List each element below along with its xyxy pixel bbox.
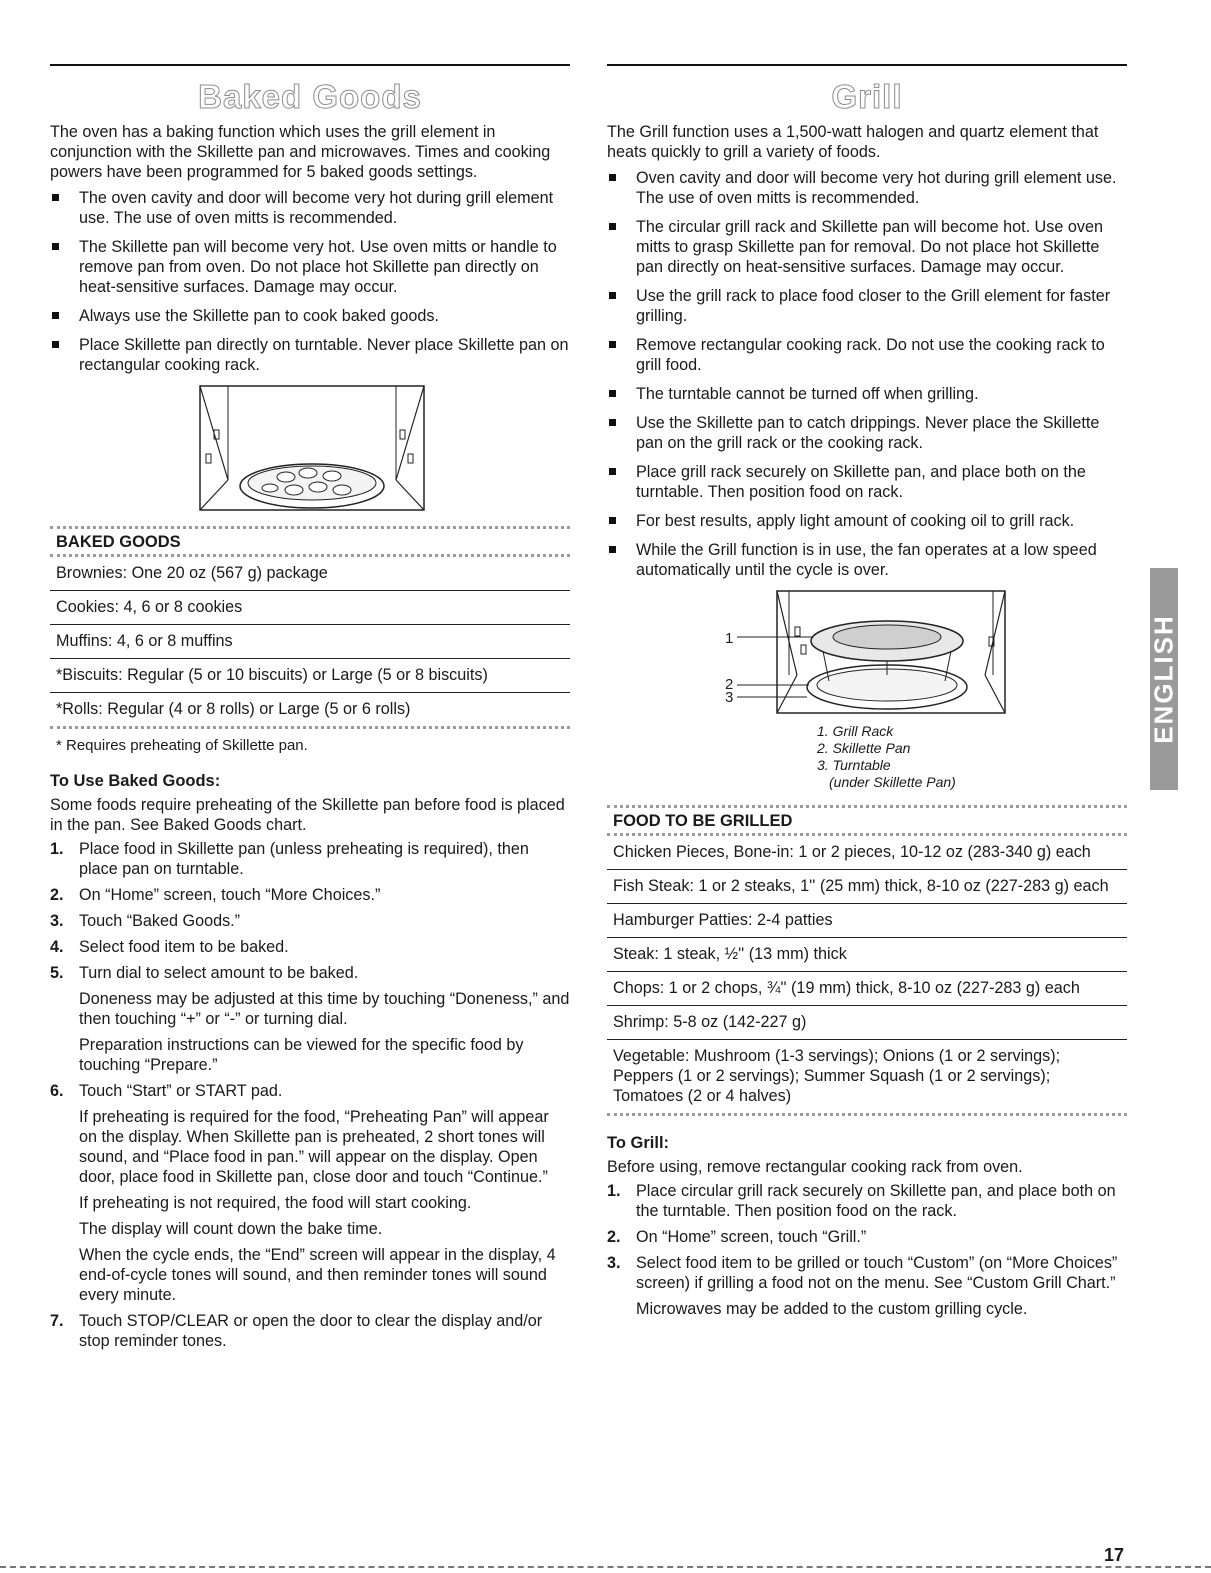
grill-howto-intro: Before using, remove rectangular cooking rack from oven. bbox=[607, 1158, 1023, 1176]
baked-goods-chart bbox=[50, 526, 570, 729]
baked-intro: The oven has a baking function which uses the grill element in conjunction with the Skillette pan and microwaves. Times and cooking powers have been programmed for 5 baked goods settings. bbox=[50, 123, 551, 181]
grill-bullet-list bbox=[607, 168, 1127, 580]
step-text: On “Home” screen, touch “Grill.” bbox=[636, 1228, 867, 1246]
step-item bbox=[607, 1227, 1127, 1247]
chart-row: Vegetable: Mushroom (1-3 servings); Onions (1 or 2 servings); Peppers (1 or 2 servings); Summer Squash (1 or 2 servings); Tomatoes (2 or 4 halves) bbox=[607, 1040, 1127, 1116]
illustration-legend bbox=[817, 723, 1127, 791]
bullet-item: For best results, apply light amount of cooking oil to grill rack. bbox=[607, 511, 1127, 531]
bullet-item: Place grill rack securely on Skillette pan, and place both on the turntable. Then position food on rack. bbox=[607, 462, 1127, 502]
oven-skillette-illustration bbox=[190, 384, 430, 512]
step-number: 6. bbox=[50, 1082, 64, 1100]
legend-item: (under Skillette Pan) bbox=[829, 774, 956, 790]
grill-column bbox=[607, 64, 1127, 1325]
step-note: Preparation instructions can be viewed for the specific food by touching “Prepare.” bbox=[79, 1036, 524, 1074]
bottom-edge-strip bbox=[0, 1566, 1211, 1568]
bullet-item: The turntable cannot be turned off when grilling. bbox=[607, 384, 1127, 404]
food-to-be-grilled-chart bbox=[607, 805, 1127, 1116]
step-item bbox=[50, 1081, 570, 1305]
baked-goods-column bbox=[50, 64, 570, 1357]
baked-howto-intro: Some foods require preheating of the Skillette pan before food is placed in the pan. See Baked Goods chart. bbox=[50, 796, 565, 834]
grill-intro: The Grill function uses a 1,500-watt halogen and quartz element that heats quickly to grill a variety of foods. bbox=[607, 123, 1099, 161]
step-note: If preheating is not required, the food will start cooking. bbox=[79, 1194, 472, 1212]
top-rule bbox=[50, 64, 570, 66]
grill-title: Grill bbox=[831, 78, 903, 115]
baked-bullet-list bbox=[50, 188, 570, 375]
grill-howto-heading: To Grill: bbox=[607, 1134, 670, 1152]
step-text: Touch “Baked Goods.” bbox=[79, 912, 241, 930]
step-number: 5. bbox=[50, 964, 64, 982]
legend-item: 1. Grill Rack bbox=[817, 723, 894, 739]
step-number: 3. bbox=[607, 1254, 621, 1272]
chart-row: Hamburger Patties: 2-4 patties bbox=[607, 904, 1127, 938]
legend-item: 3. Turntable bbox=[817, 757, 891, 773]
callout-2: 2 bbox=[725, 676, 734, 693]
bullet-item: Oven cavity and door will become very hot during grill element use. The use of oven mitts is recommended. bbox=[607, 168, 1127, 208]
grill-steps bbox=[607, 1181, 1127, 1319]
step-item bbox=[607, 1181, 1127, 1221]
bullet-item: While the Grill function is in use, the fan operates at a low speed automatically until the cycle is over. bbox=[607, 540, 1127, 580]
step-note: The display will count down the bake time. bbox=[79, 1220, 383, 1238]
page-number: 17 bbox=[1104, 1545, 1125, 1565]
step-number: 3. bbox=[50, 912, 64, 930]
step-item bbox=[50, 937, 570, 957]
step-item bbox=[50, 839, 570, 879]
bullet-item: Remove rectangular cooking rack. Do not use the cooking rack to grill food. bbox=[607, 335, 1127, 375]
side-tab-label: ENGLISH bbox=[1148, 614, 1179, 744]
step-item bbox=[50, 963, 570, 1075]
step-text: Place food in Skillette pan (unless preheating is required), then place pan on turntable. bbox=[79, 840, 529, 878]
chart-row: Cookies: 4, 6 or 8 cookies bbox=[50, 591, 570, 625]
chart-row: Chops: 1 or 2 chops, ¾'' (19 mm) thick, 8-10 oz (227-283 g) each bbox=[607, 972, 1127, 1006]
step-item bbox=[50, 885, 570, 905]
chart-row: Brownies: One 20 oz (567 g) package bbox=[50, 557, 570, 591]
grill-rack-illustration bbox=[717, 589, 1017, 717]
step-number: 7. bbox=[50, 1312, 64, 1330]
step-item bbox=[50, 1311, 570, 1351]
chart-row: *Rolls: Regular (4 or 8 rolls) or Large (5 or 6 rolls) bbox=[50, 693, 570, 729]
legend-item: 2. Skillette Pan bbox=[817, 740, 911, 756]
chart-row: Steak: 1 steak, ½'' (13 mm) thick bbox=[607, 938, 1127, 972]
step-note: If preheating is required for the food, “Preheating Pan” will appear on the display. When Skillette pan is preheated, 2 short tones will sound, and “Place food in pan.” will appear on the display. Open door, place food in Skillette pan, close door and touch “Continue.” bbox=[79, 1108, 549, 1186]
step-item bbox=[50, 911, 570, 931]
step-item bbox=[607, 1253, 1127, 1319]
step-text: Select food item to be baked. bbox=[79, 938, 289, 956]
chart-row: Muffins: 4, 6 or 8 muffins bbox=[50, 625, 570, 659]
step-note: When the cycle ends, the “End” screen will appear in the display, 4 end-of-cycle tones will sound, and then reminder tones will sound every minute. bbox=[79, 1246, 556, 1304]
oven-skillette-drawing bbox=[190, 384, 430, 512]
chart-title: BAKED GOODS bbox=[50, 526, 570, 557]
step-note: Microwaves may be added to the custom grilling cycle. bbox=[636, 1300, 1028, 1318]
step-number: 4. bbox=[50, 938, 64, 956]
language-side-tab bbox=[1150, 568, 1178, 790]
step-text: Touch “Start” or START pad. bbox=[79, 1082, 283, 1100]
chart-title: FOOD TO BE GRILLED bbox=[607, 805, 1127, 836]
step-number: 2. bbox=[607, 1228, 621, 1246]
step-text: Touch STOP/CLEAR or open the door to clear the display and/or stop reminder tones. bbox=[79, 1312, 543, 1350]
top-rule bbox=[607, 64, 1127, 66]
step-text: Place circular grill rack securely on Skillette pan, and place both on the turntable. Then position food on the rack. bbox=[636, 1182, 1116, 1220]
step-text: Turn dial to select amount to be baked. bbox=[79, 964, 359, 982]
step-text: On “Home” screen, touch “More Choices.” bbox=[79, 886, 381, 904]
step-number: 1. bbox=[50, 840, 64, 858]
baked-howto-heading: To Use Baked Goods: bbox=[50, 772, 221, 790]
bullet-item: Use the Skillette pan to catch drippings. Never place the Skillette pan on the grill rack or the cooking rack. bbox=[607, 413, 1127, 453]
bullet-item: Always use the Skillette pan to cook baked goods. bbox=[50, 306, 570, 326]
chart-row: Chicken Pieces, Bone-in: 1 or 2 pieces, 10-12 oz (283-340 g) each bbox=[607, 836, 1127, 870]
chart-row: Fish Steak: 1 or 2 steaks, 1'' (25 mm) thick, 8-10 oz (227-283 g) each bbox=[607, 870, 1127, 904]
chart-row: Shrimp: 5-8 oz (142-227 g) bbox=[607, 1006, 1127, 1040]
bullet-item: Place Skillette pan directly on turntable. Never place Skillette pan on rectangular cooking rack. bbox=[50, 335, 570, 375]
callout-1: 1 bbox=[725, 630, 734, 647]
callout-3: 3 bbox=[725, 689, 734, 706]
baked-steps bbox=[50, 839, 570, 1351]
step-number: 1. bbox=[607, 1182, 621, 1200]
bullet-item: The Skillette pan will become very hot. Use oven mitts or handle to remove pan from oven. Do not place hot Skillette pan directly on heat-sensitive surfaces. Damage may occur. bbox=[50, 237, 570, 297]
step-number: 2. bbox=[50, 886, 64, 904]
step-note: Doneness may be adjusted at this time by touching “Doneness,” and then touching “+” or “-” or turning dial. bbox=[79, 990, 570, 1028]
chart-row: *Biscuits: Regular (5 or 10 biscuits) or Large (5 or 8 biscuits) bbox=[50, 659, 570, 693]
baked-goods-title: Baked Goods bbox=[198, 78, 422, 115]
bullet-item: The oven cavity and door will become very hot during grill element use. The use of oven mitts is recommended. bbox=[50, 188, 570, 228]
bullet-item: Use the grill rack to place food closer to the Grill element for faster grilling. bbox=[607, 286, 1127, 326]
bullet-item: The circular grill rack and Skillette pan will become hot. Use oven mitts to grasp Skillette pan for removal. Do not place hot Skillette pan directly on heat-sensitive surfaces. Damage may occur. bbox=[607, 217, 1127, 277]
step-text: Select food item to be grilled or touch “Custom” (on “More Choices” screen) if grilling a food not on the menu. See “Custom Grill Chart.” bbox=[636, 1254, 1118, 1292]
grill-rack-drawing bbox=[717, 589, 1017, 717]
chart-footnote: * Requires preheating of Skillette pan. bbox=[56, 737, 308, 754]
